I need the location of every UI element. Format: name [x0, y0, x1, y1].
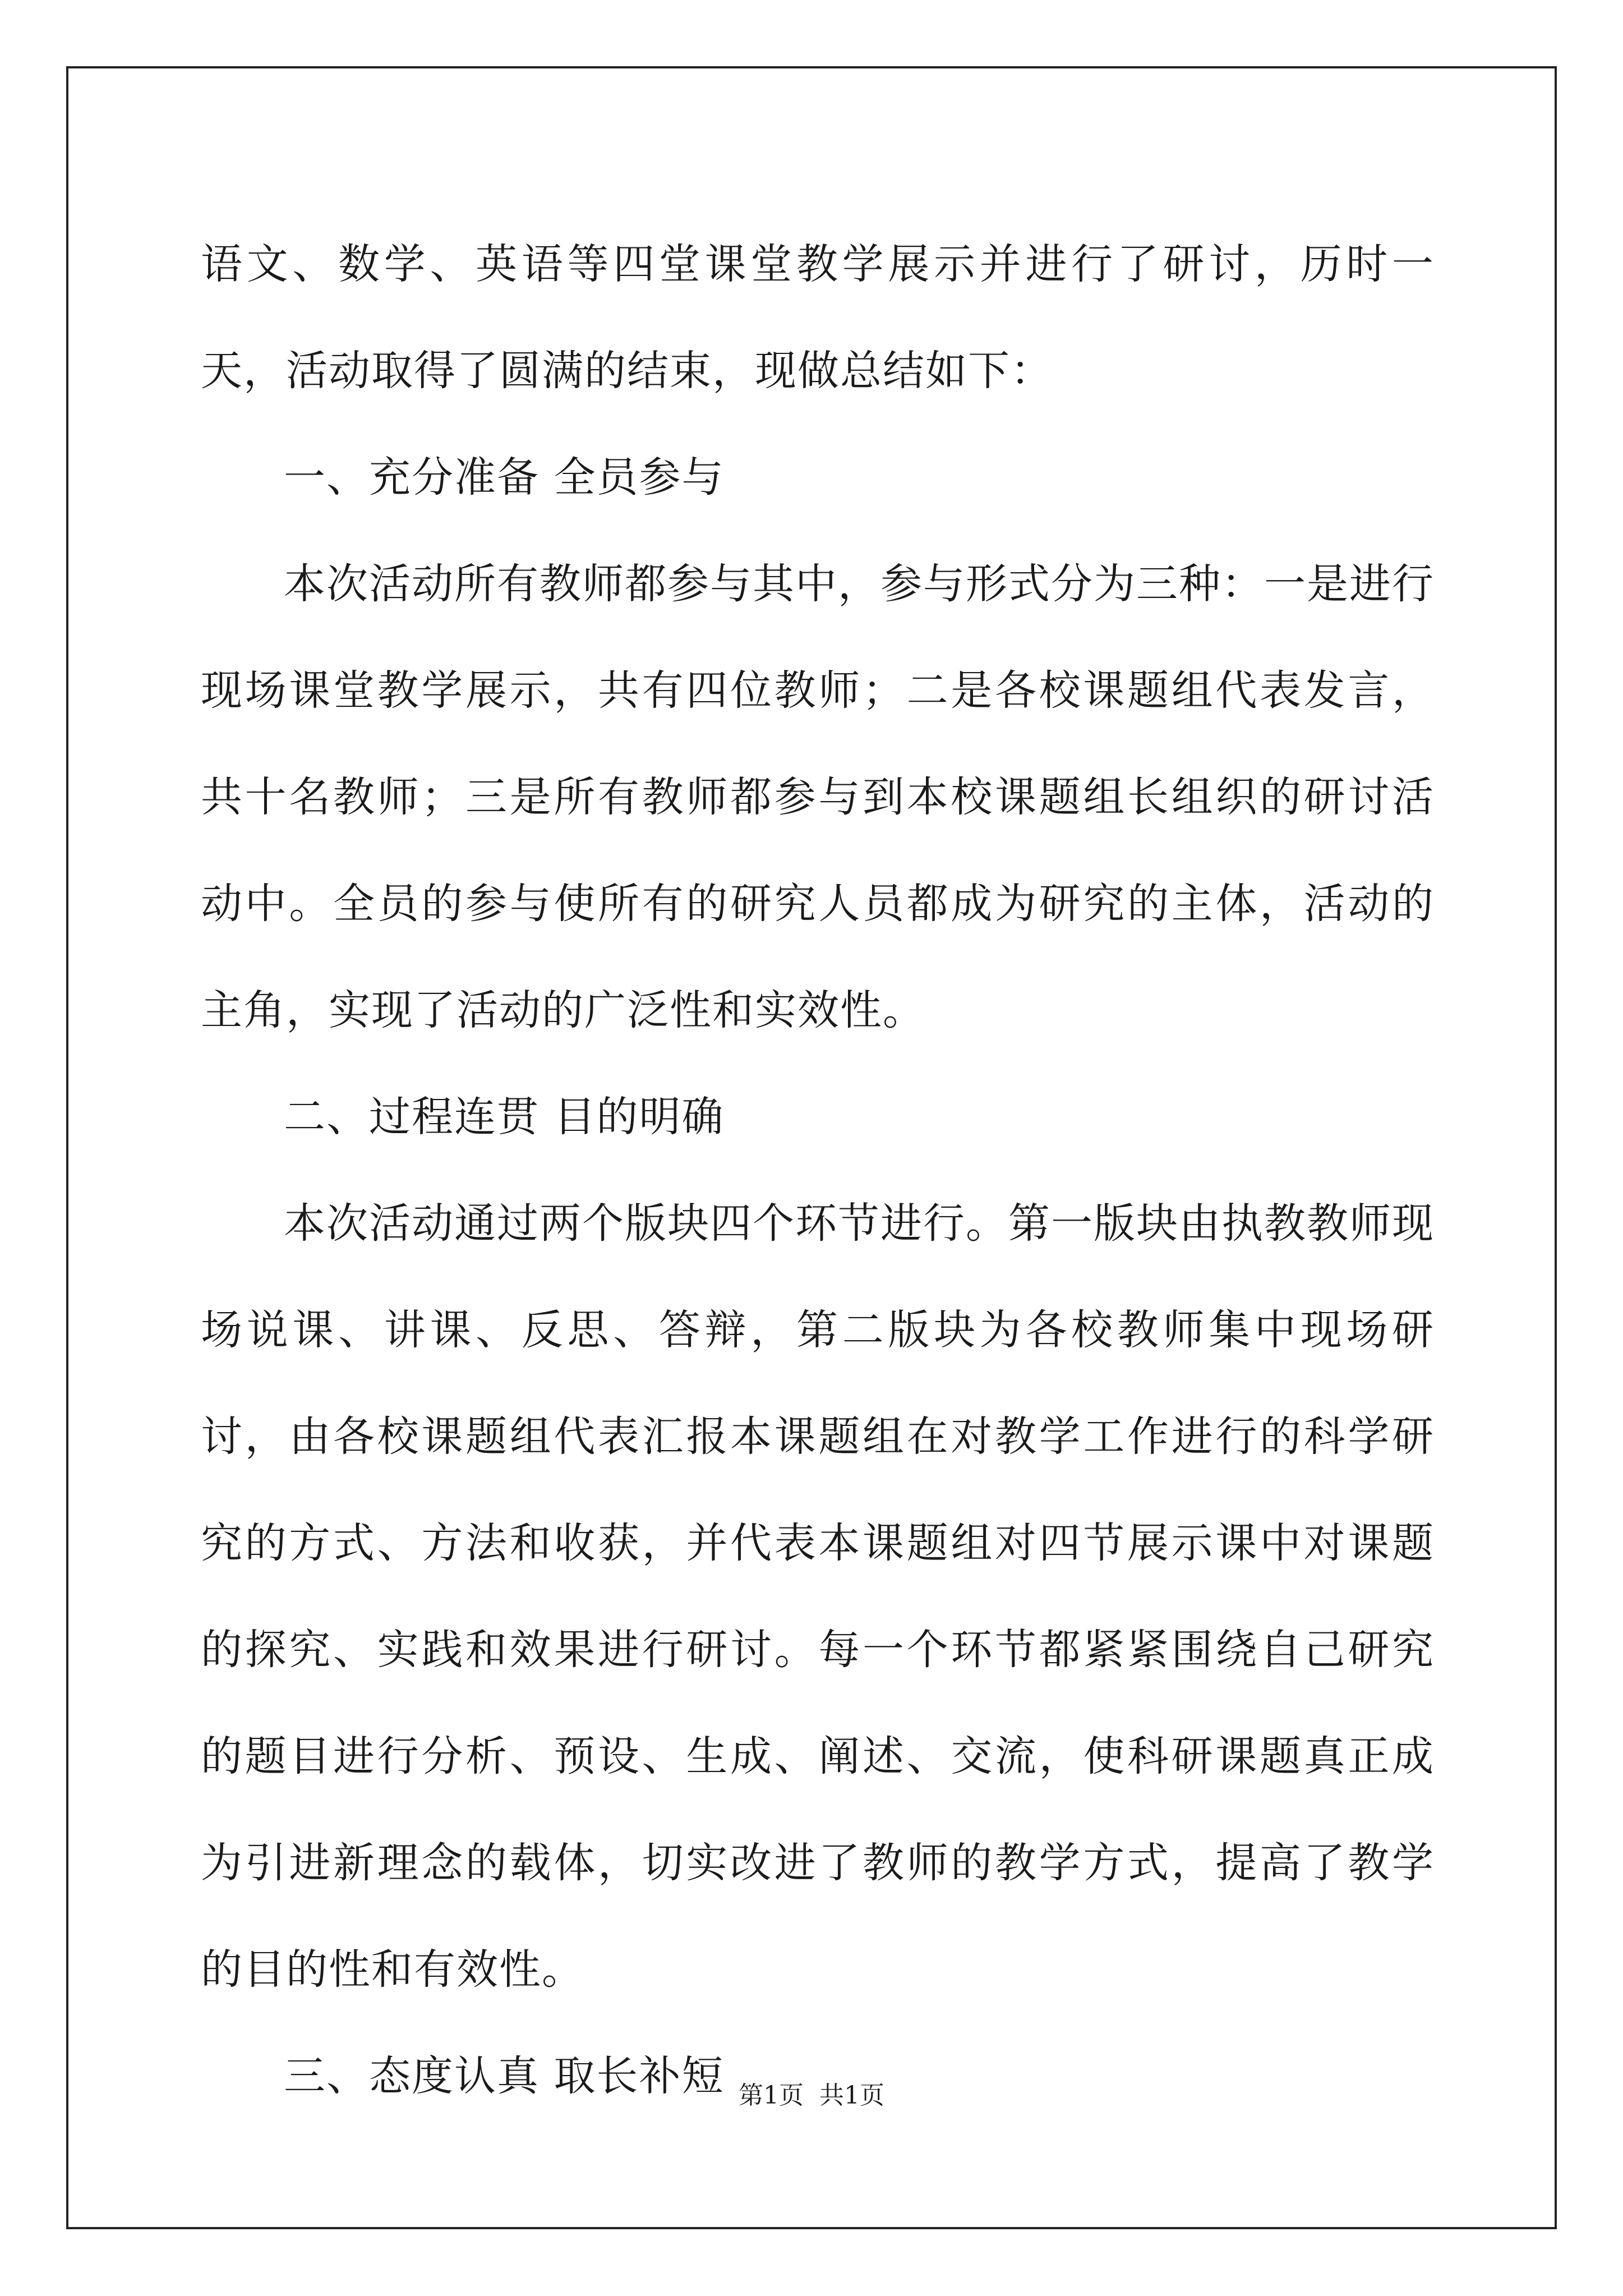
- section-heading-2: 二、过程连贯 目的明确: [284, 1093, 725, 1141]
- section-heading-1: 一、充分准备 全员参与: [284, 453, 725, 501]
- page-number: 第1页 共1页: [739, 2081, 884, 2110]
- paragraph-section-2: 本次活动通过两个版块四个环节进行。第一版块由执教教师现场说课、讲课、反思、答辩，第二版块为各校教师集中现场研讨，由各校课题组代表汇报本课题组在对教学工作进行的科学研究的方式、方法和收获，并代表本课题组对四节展示课中对课题的探究、实践和效果进行研讨。每一个环节都紧紧围绕自己研究的题目进行分析、预设、生成、阐述、交流，使科研课题真正成为引进新理念的载体，切实改进了教师的教学方式，提高了教学的目的性和有效性。: [201, 1199, 1435, 1994]
- paragraph-section-1: 本次活动所有教师都参与其中，参与形式分为三种：一是进行现场课堂教学展示，共有四位教师；二是各校课题组代表发言，共十名教师；三是所有教师都参与到本校课题组长组织的研讨活动中。全员的参与使所有的研究人员都成为研究的主体，活动的主角，实现了活动的广泛性和实效性。: [201, 560, 1435, 1034]
- section-heading-3: 三、态度认真 取长补短: [284, 2052, 725, 2100]
- paragraph-intro-continuation: 语文、数学、英语等四堂课堂教学展示并进行了研讨，历时一天，活动取得了圆满的结束，现做总结如下：: [201, 240, 1435, 395]
- document-body: [201, 211, 1435, 2129]
- page-footer: [0, 2079, 1623, 2113]
